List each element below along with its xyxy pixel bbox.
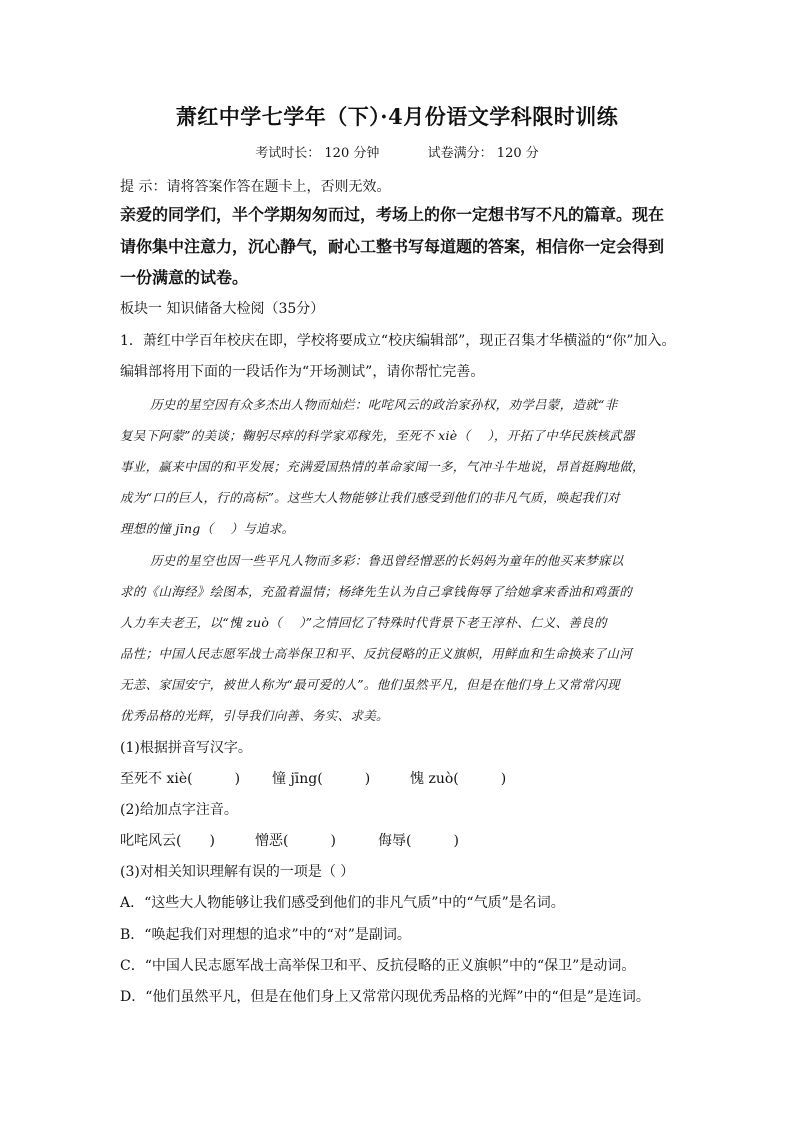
greeting-line-1: 亲爱的同学们，半个学期匆匆而过，考场上的你一定想书写不凡的篇章。现在: [120, 205, 665, 224]
time-value: 120 分钟: [324, 146, 380, 161]
passage-1-line-1: 历史的星空因有众多杰出人物而灿烂：叱咤风云的政治家孙权，劝学吕蒙，造就“非: [150, 397, 618, 412]
passage-1-line-2: 复吴下阿蒙”的美谈；鞠躬尽瘁的科学家邓稼先，至死不 xiè（ ），开拓了中华民族核武器: [120, 428, 635, 443]
question-1-intro-2: 编辑部将用下面的一段话作为“开场测试”，请你帮忙完善。: [120, 364, 485, 380]
greeting-line-3: 一份满意的试卷。: [120, 268, 249, 287]
subquestion-2: (2)给加点字注音。: [120, 802, 238, 818]
subquestion-1: (1)根据拼音写汉字。: [120, 740, 252, 756]
subquestion-2-item-1: 叱咤风云( ): [120, 833, 215, 849]
passage-2-line-6: 优秀品格的光辉，引导我们向善、务实、求美。: [120, 708, 389, 723]
passage-1-line-5: 理想的憧 jīng（ ）与追求。: [120, 521, 295, 536]
option-a: A．“这些大人物能够让我们感受到他们的非凡气质”中的“气质”是名词。: [120, 895, 565, 911]
score-value: 120 分: [496, 146, 539, 161]
subquestion-1-item-1: 至死不 xiè( ): [120, 771, 241, 787]
subquestion-2-item-2: 憎恶( ): [255, 833, 336, 849]
option-b: B．“唤起我们对理想的追求”中的“对”是副词。: [120, 927, 411, 943]
passage-1-line-4: 成为“口的巨人，行的高标”。这些大人物能够让我们感受到他们的非凡气质，唤起我们对: [120, 490, 620, 505]
score-label: 试卷满分：: [427, 146, 493, 161]
subquestion-1-item-2: 憧 jīng( ): [272, 771, 371, 787]
passage-2-line-5: 无恙、家国安宁，被世人称为“最可爱的人”。他们虽然平凡，但是在他们身上又常常闪现: [120, 677, 620, 692]
subquestion-3: (3)对相关知识理解有误的一项是（ ）: [120, 864, 355, 880]
subquestion-1-item-3: 愧 zuò( ): [410, 771, 507, 787]
section-heading: 板块一 知识储备大检阅（35分）: [120, 301, 325, 317]
passage-2-line-4: 品性；中国人民志愿军战士高举保卫和平、反抗侵略的正义旗帜，用鲜血和生命换来了山河: [120, 646, 633, 661]
option-d: D．“他们虽然平凡，但是在他们身上又常常闪现优秀品格的光辉”中的“但是”是连词。: [120, 989, 650, 1005]
page-title: 萧红中学七学年（下）·4月份语文学科限时训练: [175, 104, 619, 129]
notice: 提 示：请将答案作答在题卡上，否则无效。: [120, 179, 391, 195]
subquestion-2-item-3: 侮辱( ): [378, 833, 459, 849]
passage-2-line-1: 历史的星空也因一些平凡人物而多彩：鲁迅曾经憎恶的长妈妈为童年的他买来梦寐以: [150, 553, 624, 568]
greeting-line-2: 请你集中注意力，沉心静气，耐心工整书写每道题的答案，相信你一定会得到: [120, 237, 665, 256]
question-1-intro-1: 1．萧红中学百年校庆在即，学校将要成立“校庆编辑部”，现正召集才华横溢的“你”加入。: [120, 333, 676, 349]
exam-meta: [0, 147, 794, 160]
option-c: C．“中国人民志愿军战士高举保卫和平、反抗侵略的正义旗帜”中的“保卫”是动词。: [120, 958, 636, 974]
passage-2-line-3: 人力车夫老王，以“愧 zuò（ ）”之情回忆了特殊时代背景下老王淳朴、仁义、善良的: [120, 615, 607, 630]
passage-2-line-2: 求的《山海经》绘图本，充盈着温情；杨绛先生认为自己拿钱侮辱了给她拿来香油和鸡蛋的: [120, 584, 633, 599]
passage-1-line-3: 事业，赢来中国的和平发展；充满爱国热情的革命家闻一多，气冲斗牛地说，昂首挺胸地做，: [120, 459, 645, 474]
time-label: 考试时长：: [255, 146, 321, 161]
